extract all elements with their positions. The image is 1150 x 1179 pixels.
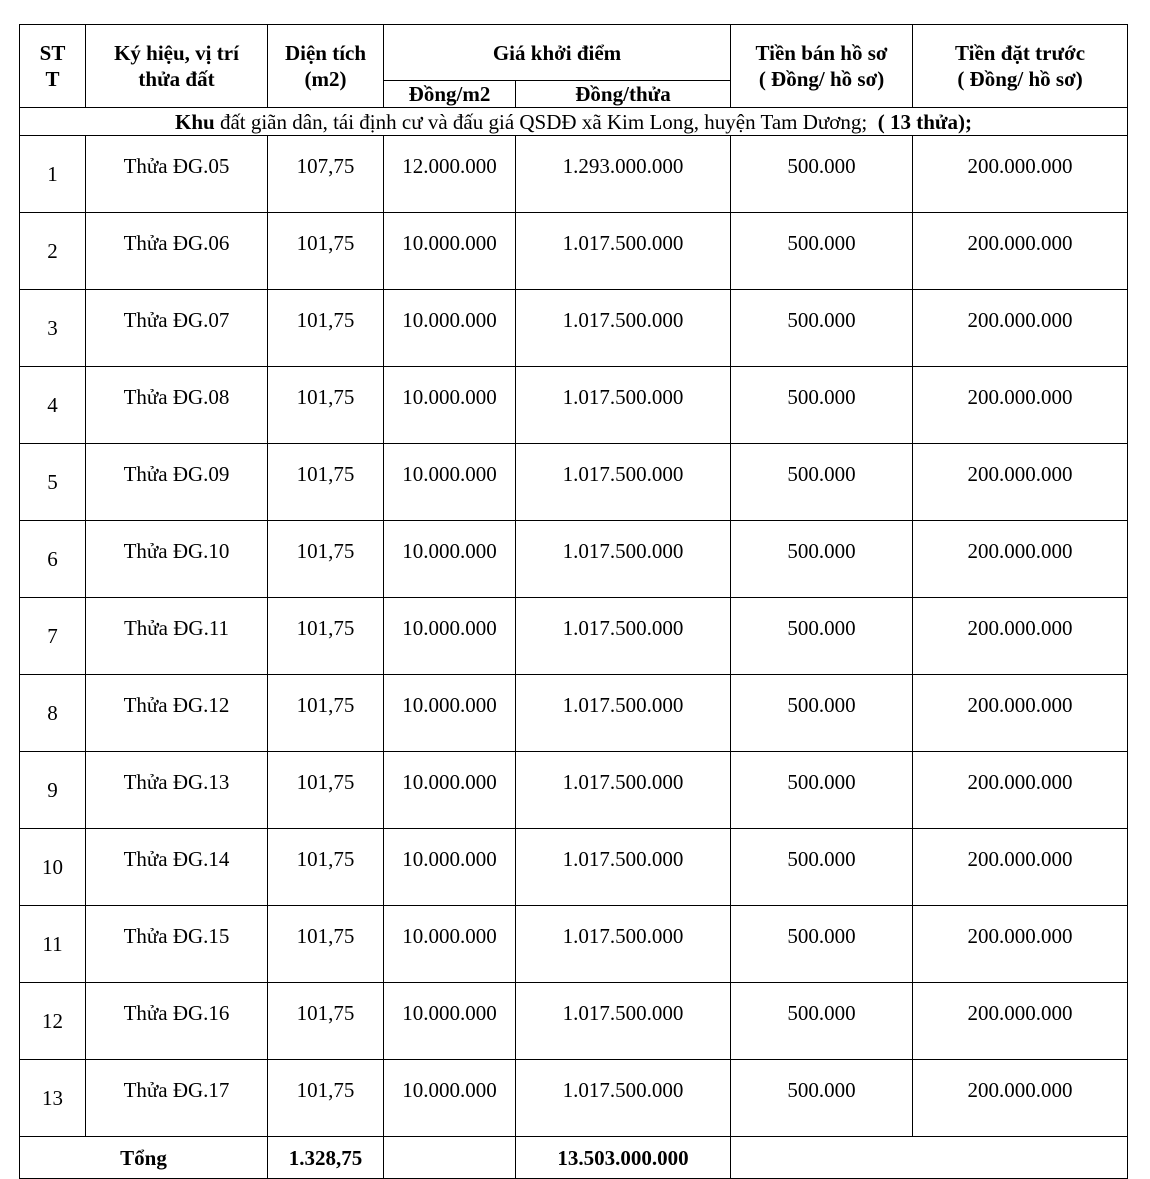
cell-price-per-m2: 10.000.000 — [384, 213, 516, 290]
cell-stt: 4 — [20, 367, 86, 444]
table-row — [20, 752, 1128, 829]
cell-deposit: 200.000.000 — [913, 983, 1128, 1060]
cell-dossier-fee: 500.000 — [731, 290, 913, 367]
cell-dossier-fee: 500.000 — [731, 444, 913, 521]
header-stt — [20, 25, 86, 108]
section-row — [20, 108, 1128, 136]
cell-parcel: Thửa ĐG.12 — [86, 675, 268, 752]
cell-price-per-parcel: 1.017.500.000 — [516, 829, 731, 906]
cell-deposit: 200.000.000 — [913, 367, 1128, 444]
header-stt-line2: T — [45, 67, 60, 91]
table-row — [20, 367, 1128, 444]
cell-stt: 3 — [20, 290, 86, 367]
table-row — [20, 213, 1128, 290]
table-row — [20, 906, 1128, 983]
cell-deposit: 200.000.000 — [913, 1060, 1128, 1137]
total-row — [20, 1137, 1128, 1179]
cell-parcel: Thửa ĐG.06 — [86, 213, 268, 290]
section-title — [20, 108, 1128, 136]
cell-parcel: Thửa ĐG.08 — [86, 367, 268, 444]
cell-area: 101,75 — [268, 213, 384, 290]
header-starting-price: Giá khởi điểm — [384, 25, 731, 81]
cell-area: 101,75 — [268, 906, 384, 983]
cell-parcel: Thửa ĐG.10 — [86, 521, 268, 598]
cell-stt: 13 — [20, 1060, 86, 1137]
cell-dossier-fee: 500.000 — [731, 983, 913, 1060]
cell-price-per-m2: 10.000.000 — [384, 829, 516, 906]
cell-dossier-fee: 500.000 — [731, 752, 913, 829]
header-parcel-line1: Ký hiệu, vị trí — [114, 41, 239, 65]
section-label-bold: Khu — [174, 109, 215, 134]
cell-area: 101,75 — [268, 983, 384, 1060]
header-dossier-fee-line2: ( Đồng/ hồ sơ) — [758, 67, 885, 91]
header-area-line2: (m2) — [304, 67, 347, 91]
cell-deposit: 200.000.000 — [913, 752, 1128, 829]
cell-price-per-parcel: 1.017.500.000 — [516, 521, 731, 598]
cell-stt: 11 — [20, 906, 86, 983]
total-empty — [731, 1137, 1128, 1179]
cell-stt: 12 — [20, 983, 86, 1060]
section-count: ( 13 thửa); — [877, 109, 973, 134]
cell-deposit: 200.000.000 — [913, 521, 1128, 598]
cell-dossier-fee: 500.000 — [731, 675, 913, 752]
cell-price-per-m2: 10.000.000 — [384, 367, 516, 444]
cell-parcel: Thửa ĐG.09 — [86, 444, 268, 521]
header-parcel-line2: thửa đất — [138, 67, 215, 91]
cell-price-per-m2: 10.000.000 — [384, 290, 516, 367]
table-row — [20, 598, 1128, 675]
header-deposit — [913, 25, 1128, 108]
cell-area: 101,75 — [268, 1060, 384, 1137]
cell-deposit: 200.000.000 — [913, 213, 1128, 290]
cell-area: 101,75 — [268, 367, 384, 444]
cell-deposit: 200.000.000 — [913, 598, 1128, 675]
cell-area: 101,75 — [268, 521, 384, 598]
cell-stt: 6 — [20, 521, 86, 598]
cell-price-per-m2: 10.000.000 — [384, 675, 516, 752]
cell-dossier-fee: 500.000 — [731, 213, 913, 290]
cell-stt: 1 — [20, 136, 86, 213]
auction-parcels-table — [19, 24, 1128, 1179]
cell-price-per-m2: 10.000.000 — [384, 983, 516, 1060]
table-row — [20, 290, 1128, 367]
header-deposit-line2: ( Đồng/ hồ sơ) — [957, 67, 1083, 91]
table-header-row — [20, 25, 1128, 81]
cell-dossier-fee: 500.000 — [731, 1060, 913, 1137]
header-parcel — [86, 25, 268, 108]
cell-price-per-m2: 10.000.000 — [384, 598, 516, 675]
cell-stt: 10 — [20, 829, 86, 906]
cell-dossier-fee: 500.000 — [731, 367, 913, 444]
cell-price-per-parcel: 1.017.500.000 — [516, 1060, 731, 1137]
header-dossier-fee — [731, 25, 913, 108]
cell-stt: 5 — [20, 444, 86, 521]
cell-dossier-fee: 500.000 — [731, 598, 913, 675]
cell-price-per-parcel: 1.017.500.000 — [516, 444, 731, 521]
table-row — [20, 675, 1128, 752]
cell-price-per-parcel: 1.017.500.000 — [516, 290, 731, 367]
cell-price-per-m2: 10.000.000 — [384, 444, 516, 521]
total-area: 1.328,75 — [268, 1137, 384, 1179]
table-row — [20, 829, 1128, 906]
table-row — [20, 1060, 1128, 1137]
cell-price-per-m2: 10.000.000 — [384, 752, 516, 829]
total-label: Tổng — [20, 1137, 268, 1179]
cell-dossier-fee: 500.000 — [731, 136, 913, 213]
header-area-line1: Diện tích — [284, 41, 367, 65]
cell-price-per-m2: 12.000.000 — [384, 136, 516, 213]
cell-area: 101,75 — [268, 829, 384, 906]
table-row — [20, 521, 1128, 598]
cell-area: 101,75 — [268, 752, 384, 829]
cell-stt: 2 — [20, 213, 86, 290]
cell-deposit: 200.000.000 — [913, 290, 1128, 367]
cell-deposit: 200.000.000 — [913, 136, 1128, 213]
cell-dossier-fee: 500.000 — [731, 521, 913, 598]
cell-deposit: 200.000.000 — [913, 906, 1128, 983]
cell-parcel: Thửa ĐG.13 — [86, 752, 268, 829]
total-price-per-parcel: 13.503.000.000 — [516, 1137, 731, 1179]
table-row — [20, 136, 1128, 213]
cell-dossier-fee: 500.000 — [731, 906, 913, 983]
cell-parcel: Thửa ĐG.15 — [86, 906, 268, 983]
cell-parcel: Thửa ĐG.17 — [86, 1060, 268, 1137]
header-stt-line1: ST — [39, 41, 66, 65]
cell-deposit: 200.000.000 — [913, 829, 1128, 906]
cell-price-per-parcel: 1.017.500.000 — [516, 213, 731, 290]
cell-area: 107,75 — [268, 136, 384, 213]
cell-parcel: Thửa ĐG.07 — [86, 290, 268, 367]
cell-stt: 9 — [20, 752, 86, 829]
header-deposit-line1: Tiền đặt trước — [955, 41, 1086, 65]
cell-price-per-parcel: 1.017.500.000 — [516, 983, 731, 1060]
cell-price-per-parcel: 1.017.500.000 — [516, 367, 731, 444]
cell-area: 101,75 — [268, 598, 384, 675]
cell-parcel: Thửa ĐG.16 — [86, 983, 268, 1060]
cell-stt: 7 — [20, 598, 86, 675]
cell-area: 101,75 — [268, 675, 384, 752]
cell-price-per-m2: 10.000.000 — [384, 1060, 516, 1137]
table-row — [20, 983, 1128, 1060]
cell-price-per-parcel: 1.293.000.000 — [516, 136, 731, 213]
header-area — [268, 25, 384, 108]
cell-price-per-parcel: 1.017.500.000 — [516, 906, 731, 983]
cell-price-per-m2: 10.000.000 — [384, 521, 516, 598]
cell-parcel: Thửa ĐG.05 — [86, 136, 268, 213]
cell-parcel: Thửa ĐG.14 — [86, 829, 268, 906]
cell-deposit: 200.000.000 — [913, 444, 1128, 521]
cell-parcel: Thửa ĐG.11 — [86, 598, 268, 675]
header-price-per-parcel: Đồng/thửa — [516, 81, 731, 108]
header-price-per-m2: Đồng/m2 — [384, 81, 516, 108]
header-dossier-fee-line1: Tiền bán hồ sơ — [755, 41, 888, 65]
cell-price-per-parcel: 1.017.500.000 — [516, 675, 731, 752]
cell-price-per-parcel: 1.017.500.000 — [516, 598, 731, 675]
cell-price-per-m2: 10.000.000 — [384, 906, 516, 983]
section-label-text: đất giãn dân, tái định cư và đấu giá QSDĐ xã Kim Long, huyện Tam Dương; — [214, 109, 878, 134]
cell-deposit: 200.000.000 — [913, 675, 1128, 752]
cell-area: 101,75 — [268, 290, 384, 367]
cell-price-per-parcel: 1.017.500.000 — [516, 752, 731, 829]
table-row — [20, 444, 1128, 521]
cell-area: 101,75 — [268, 444, 384, 521]
cell-dossier-fee: 500.000 — [731, 829, 913, 906]
cell-stt: 8 — [20, 675, 86, 752]
total-price-per-m2 — [384, 1137, 516, 1179]
